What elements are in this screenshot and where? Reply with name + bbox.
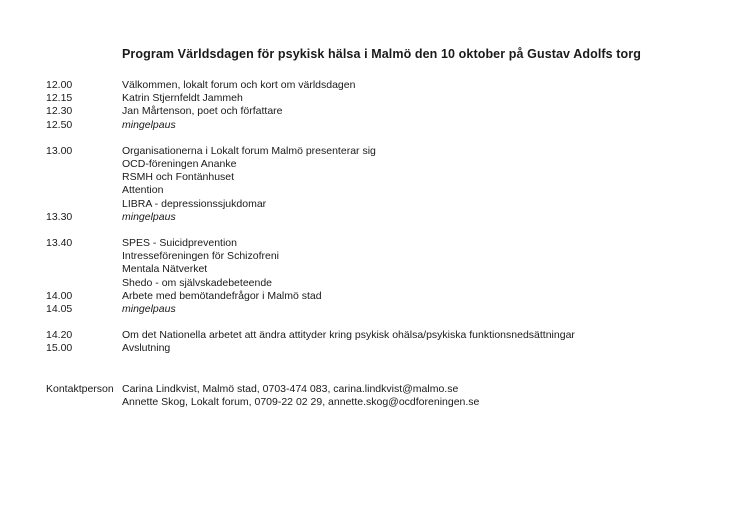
- schedule-row: [46, 211, 575, 224]
- schedule-item-text: LIBRA - depressionssjukdomar: [122, 197, 267, 210]
- schedule-row: [46, 290, 575, 303]
- schedule-time: 14.00: [46, 289, 73, 302]
- schedule-time: 13.00: [46, 144, 73, 157]
- schedule-row: [46, 105, 575, 118]
- schedule-item-text: Shedo - om självskadebeteende: [122, 276, 273, 289]
- schedule-time: 13.40: [46, 237, 73, 250]
- spacer: [46, 224, 575, 237]
- schedule-row: [46, 171, 575, 184]
- schedule-item-text: OCD-föreningen Ananke: [122, 158, 237, 171]
- contact-row: [46, 396, 575, 409]
- contact-line: Carina Lindkvist, Malmö stad, 0703-474 083, carina.lindkvist@malmo.se: [122, 382, 459, 395]
- schedule-time: 15.00: [46, 342, 73, 355]
- contact-line: Annette Skog, Lokalt forum, 0709-22 02 29, annette.skog@ocdforeningen.se: [122, 395, 480, 408]
- schedule-item-text: RSMH och Fontänhuset: [122, 171, 235, 184]
- schedule: [46, 79, 575, 409]
- contact-label: Kontaktperson: [46, 382, 114, 395]
- contact-row: [46, 383, 575, 396]
- schedule-item-text: mingelpaus: [122, 210, 176, 223]
- schedule-item-text: Jan Mårtenson, poet och författare: [122, 105, 283, 118]
- schedule-time: 12.30: [46, 105, 73, 118]
- schedule-item-text: Arbete med bemötandefrågor i Malmö stad: [122, 289, 322, 302]
- schedule-item-text: Attention: [122, 184, 164, 197]
- schedule-time: 12.50: [46, 118, 73, 131]
- schedule-item-text: Om det Nationella arbetet att ändra attityder kring psykisk ohälsa/psykiska funktionsnedsättningar: [122, 329, 575, 342]
- schedule-row: [46, 237, 575, 250]
- schedule-item-text: mingelpaus: [122, 303, 176, 316]
- schedule-item-text: SPES - Suicidprevention: [122, 237, 237, 250]
- schedule-time: 12.00: [46, 79, 73, 91]
- schedule-item-text: Katrin Stjernfeldt Jammeh: [122, 92, 243, 105]
- spacer: [46, 356, 575, 383]
- schedule-row: [46, 79, 575, 92]
- schedule-row: [46, 342, 575, 355]
- schedule-time: 13.30: [46, 210, 73, 223]
- schedule-item-text: mingelpaus: [122, 118, 176, 131]
- schedule-item-text: Välkommen, lokalt forum och kort om världsdagen: [122, 79, 356, 91]
- schedule-row: [46, 145, 575, 158]
- schedule-row: [46, 119, 575, 132]
- schedule-row: [46, 277, 575, 290]
- schedule-time: 12.15: [46, 92, 73, 105]
- schedule-row: [46, 303, 575, 316]
- schedule-time: 14.20: [46, 329, 73, 342]
- schedule-time: 14.05: [46, 303, 73, 316]
- schedule-row: [46, 329, 575, 342]
- page-title: Program Världsdagen för psykisk hälsa i Malmö den 10 oktober på Gustav Adolfs torg: [122, 47, 641, 61]
- schedule-item-text: Organisationerna i Lokalt forum Malmö presenterar sig: [122, 144, 376, 157]
- schedule-row: [46, 198, 575, 211]
- schedule-item-text: Intresseföreningen för Schizofreni: [122, 250, 280, 263]
- schedule-row: [46, 250, 575, 263]
- schedule-row: [46, 158, 575, 171]
- spacer: [46, 316, 575, 329]
- schedule-row: [46, 92, 575, 105]
- schedule-item-text: Mentala Nätverket: [122, 263, 208, 276]
- schedule-row: [46, 184, 575, 197]
- schedule-row: [46, 263, 575, 276]
- schedule-item-text: Avslutning: [122, 342, 171, 355]
- spacer: [46, 132, 575, 145]
